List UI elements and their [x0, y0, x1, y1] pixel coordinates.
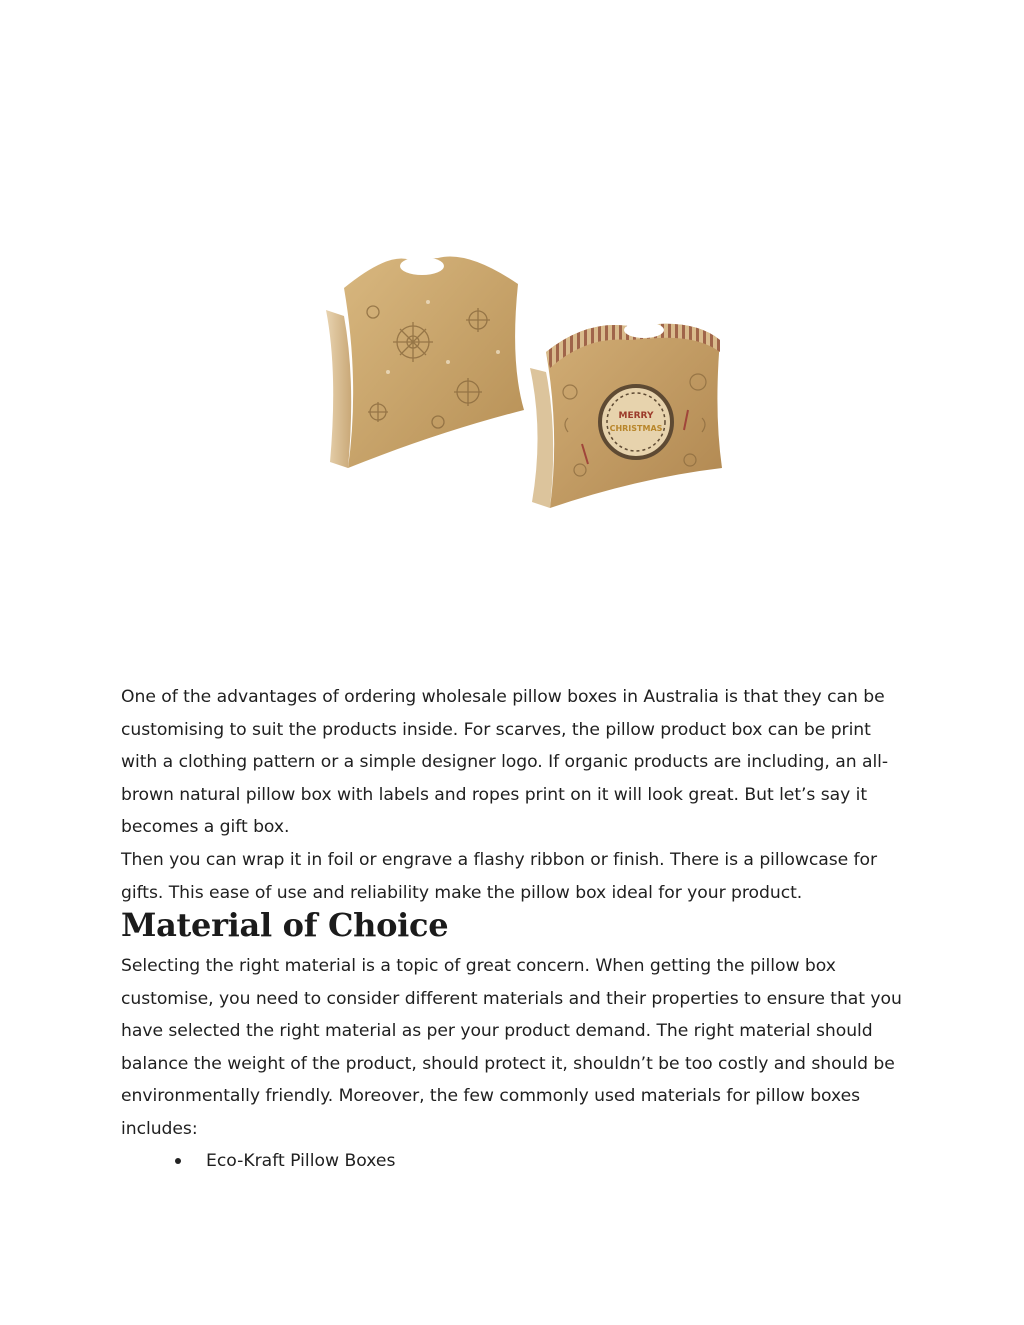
list-item-label: Eco-Kraft Pillow Boxes: [206, 1151, 396, 1171]
list-item: [121, 1145, 395, 1178]
badge-line2: CHRISTMAS: [609, 424, 663, 433]
paragraph-gift-wrapping: Then you can wrap it in foil or engrave a flashy ribbon or finish. There is a pillowcase for gifts. This ease of use and reliability make the pillow box ideal for your product.: [121, 850, 878, 903]
right-pillow-box: [530, 322, 722, 508]
section-heading: Material of Choice: [121, 906, 449, 944]
left-pillow-box: [326, 256, 524, 468]
bullet-icon: [175, 1158, 181, 1164]
pillow-boxes-image: [318, 232, 726, 528]
materials-list: [121, 1145, 395, 1178]
paragraph-material-selection: Selecting the right material is a topic of great concern. When getting the pillow box customise, you need to consider different materials and their properties to ensure that you have selected the right material as per your product demand. The right material should balance the weight of the product, should protect it, shouldn’t be too costly and should be environmentally friendly. Moreover, the few commonly used materials for pillow boxes includes:: [121, 956, 902, 1139]
paragraph-advantages: One of the advantages of ordering wholesale pillow boxes in Australia is that they can be customising to suit the products inside. For scarves, the pillow product box can be print with a clothing pattern or a simple designer logo. If organic products are including, an all-brown natural pillow box with labels and ropes print on it will look great. But let’s say it becomes a gift box.: [121, 687, 889, 838]
badge-line1: MERRY: [618, 411, 654, 421]
pillow-boxes-illustration: [318, 232, 726, 528]
